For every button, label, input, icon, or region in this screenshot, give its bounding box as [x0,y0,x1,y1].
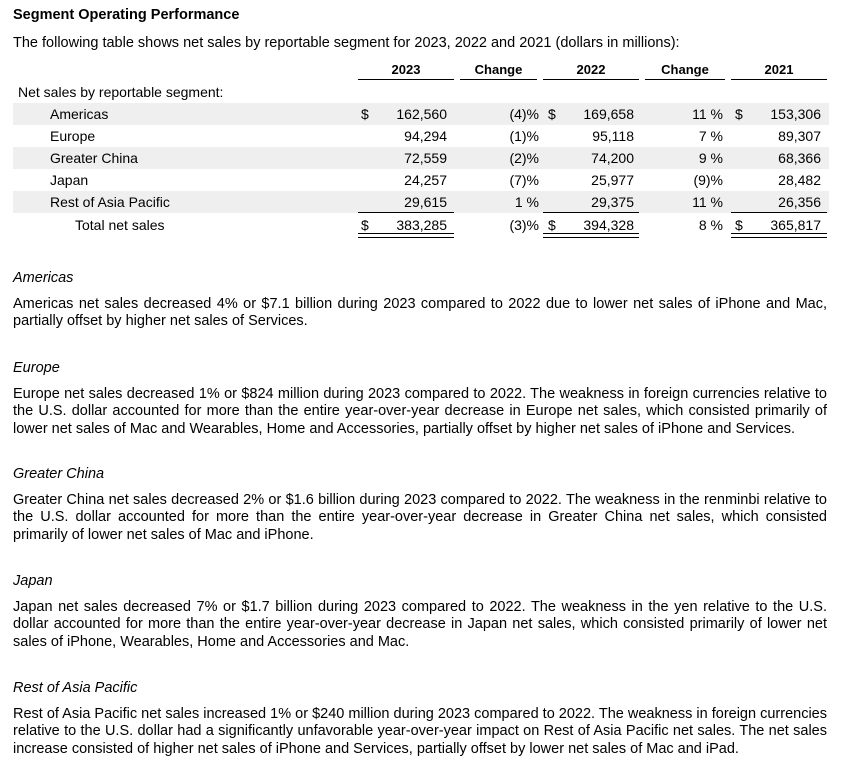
dollar-sign: $ [735,106,743,122]
total-double-rule [358,233,454,238]
col-header-change-1: Change [460,62,537,80]
section-body-greater-china: Greater China net sales decreased 2% or $1.6 billion during 2023 compared to 2022. The weakness in the renminbi relative to the U.S. dollar accounted for more than the entire year-over-year decrease in Greater China net sales, which consisted primarily of lower net sales of Mac and iPhone. [13,492,827,543]
value-2023: 94,294 [404,128,447,144]
row-label: Europe [50,128,96,144]
total-2022: 394,328 [583,217,634,233]
value-2022: 29,375 [591,194,634,210]
section-label: Net sales by reportable segment: [18,84,224,100]
value-2023: 24,257 [404,172,447,188]
dollar-sign: $ [361,106,369,122]
value-2023: 72,559 [404,150,447,166]
row-label: Rest of Asia Pacific [50,194,170,210]
dollar-sign: $ [548,106,556,122]
subtotal-rule [543,212,639,213]
section-title-japan: Japan [13,573,53,589]
value-2021: 28,482 [778,172,821,188]
value-2022: 25,977 [591,172,634,188]
page-title: Segment Operating Performance [13,7,240,23]
change-2022: 7 % [698,128,723,144]
value-2022: 74,200 [591,150,634,166]
change-2022: 9 % [698,150,723,166]
dollar-sign: $ [548,217,556,233]
subtotal-rule [731,212,827,213]
row-label: Japan [50,172,89,188]
table-row [13,191,829,213]
table-section-row [13,81,829,103]
section-body-americas: Americas net sales decreased 4% or $7.1 billion during 2023 compared to 2022 due to lower net sales of iPhone and Mac, partially offset by higher net sales of Services. [13,296,827,330]
dollar-sign: $ [361,217,369,233]
col-header-change-2: Change [645,62,725,80]
row-label: Greater China [50,150,138,166]
value-2021: 26,356 [778,194,821,210]
value-2021: 153,306 [770,106,821,122]
total-2023: 383,285 [396,217,447,233]
total-double-rule [731,233,827,238]
value-2021: 68,366 [778,150,821,166]
total-2021: 365,817 [770,217,821,233]
value-2023: 29,615 [404,194,447,210]
col-header-2022: 2022 [543,62,639,80]
value-2021: 89,307 [778,128,821,144]
change-2022: (9)% [693,172,723,188]
change-2023: (2)% [509,150,539,166]
total-change-2023: (3)% [509,217,539,233]
change-2023: 1 % [514,194,539,210]
section-body-rest-of-asia-pacific: Rest of Asia Pacific net sales increased 1% or $240 million during 2023 compared to 2022. The weakness in foreign currencies relative to the U.S. dollar had a significantly unfavorable year-over-year impact on Rest of Asia Pacific net sales. The net sales increase consisted of higher net sales of iPhone and Services, partially offset by lower net sales of Mac and iPad. [13,706,827,757]
change-2023: (1)% [509,128,539,144]
section-title-rest-of-asia-pacific: Rest of Asia Pacific [13,680,138,696]
change-2022: 11 % [692,194,723,210]
subtotal-rule [358,212,454,213]
intro-text: The following table shows net sales by reportable segment for 2023, 2022 and 2021 (dollars in millions): [13,35,680,51]
col-header-2023: 2023 [358,62,454,80]
total-label: Total net sales [75,217,165,233]
total-change-2022: 8 % [698,217,723,233]
segment-net-sales-table [13,58,829,238]
table-row [13,147,829,169]
section-title-greater-china: Greater China [13,466,105,482]
change-2023: (4)% [509,106,539,122]
section-title-europe: Europe [13,360,60,376]
table-row [13,103,829,125]
row-label: Americas [50,106,109,122]
change-2022: 11 % [692,106,723,122]
col-header-2021: 2021 [731,62,827,80]
value-2023: 162,560 [396,106,447,122]
value-2022: 95,118 [592,128,634,144]
change-2023: (7)% [509,172,539,188]
section-body-japan: Japan net sales decreased 7% or $1.7 billion during 2023 compared to 2022. The weakness in the yen relative to the U.S. dollar accounted for more than the entire year-over-year decrease in Japan net sales, which consisted primarily of lower net sales of iPhone, Wearables, Home and Accessories and Mac. [13,599,827,650]
total-double-rule [543,233,639,238]
table-row [13,169,829,191]
value-2022: 169,658 [583,106,634,122]
table-row [13,125,829,147]
section-title-americas: Americas [13,270,74,286]
section-body-europe: Europe net sales decreased 1% or $824 million during 2023 compared to 2022. The weakness in foreign currencies relative to the U.S. dollar accounted for more than the entire year-over-year decrease in Europe net sales, which consisted primarily of lower net sales of Mac and Wearables, Home and Accessories, partially offset by higher net sales of iPhone and Services. [13,386,827,437]
dollar-sign: $ [735,217,743,233]
